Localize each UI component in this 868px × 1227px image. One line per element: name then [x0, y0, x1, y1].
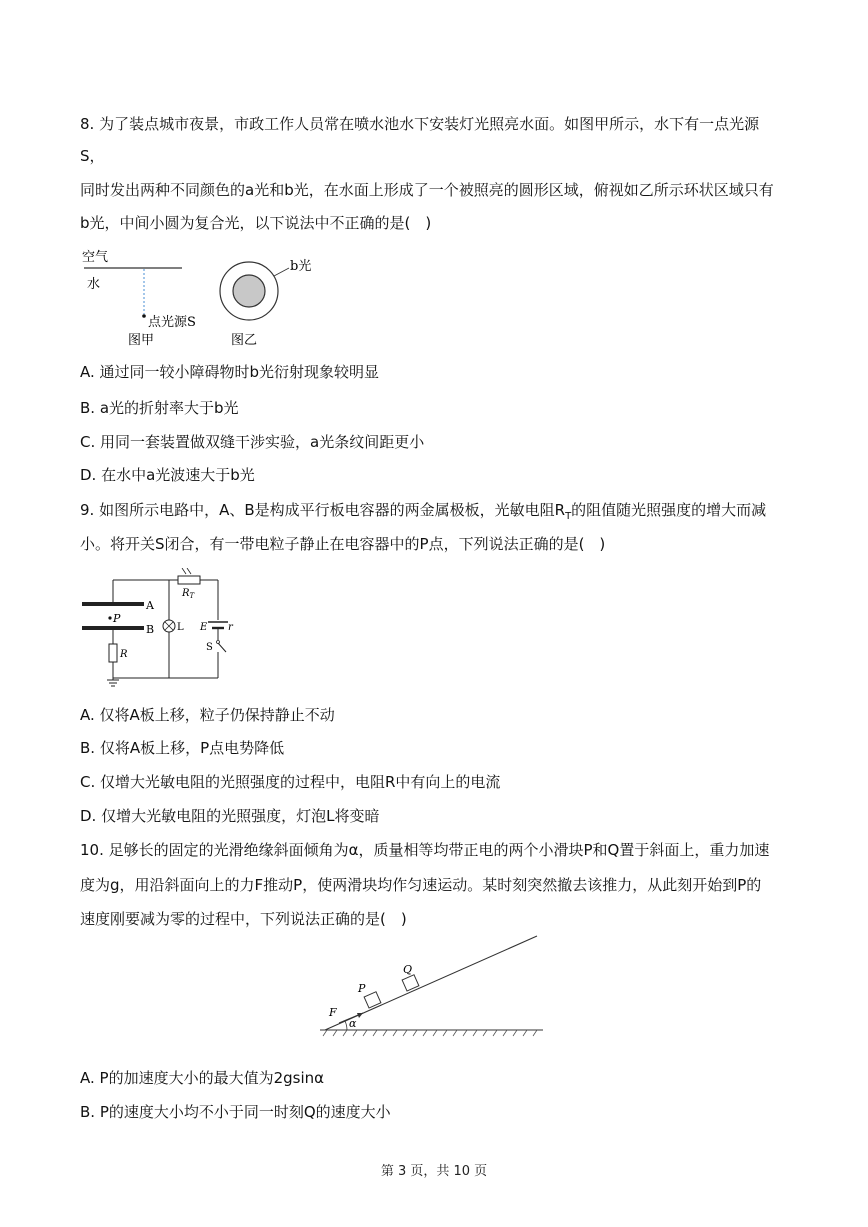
q9-option-b: B. 仅将A板上移，P点电势降低	[80, 739, 285, 757]
q9-option-c: C. 仅增大光敏电阻的光照强度的过程中，电阻R中有向上的电流	[80, 773, 501, 791]
fig8-caption-a: 图甲	[128, 333, 155, 348]
fig8-air-label: 空气	[82, 250, 109, 265]
label-rt: $R_T$	[182, 588, 195, 600]
q10-incline-figure	[315, 930, 550, 1040]
fig8-water-label: 水	[87, 277, 101, 292]
label-r: R	[120, 649, 128, 660]
switch-s	[218, 643, 226, 652]
point-source-dot	[142, 314, 146, 318]
q9-stem-line-2: 小。将开关S闭合，有一带电粒子静止在电容器中的P点，下列说法正确的是( )	[80, 535, 606, 553]
q9-stem-line-1	[80, 500, 766, 527]
q8-option-a: A. 通过同一较小障碍物时b光衍射现象较明显	[80, 363, 380, 381]
label-l: L	[177, 622, 184, 633]
q10-stem-line-3: 速度刚要减为零的过程中，下列说法正确的是( )	[80, 910, 407, 928]
q9-stem-part-2: 的阻值随光照强度的增大而减	[571, 501, 767, 519]
label-f: F	[329, 1006, 337, 1019]
light-arrow-1	[182, 568, 186, 574]
q9-stem-subscript: T	[565, 511, 572, 522]
q8-option-b: B. a光的折射率大于b光	[80, 399, 239, 417]
resistor-r	[109, 644, 117, 662]
q9-option-a: A. 仅将A板上移，粒子仍保持静止不动	[80, 706, 335, 724]
q8-stem-line-4: b光，中间小圆为复合光，以下说法中不正确的是( )	[80, 214, 432, 232]
plate-a	[82, 602, 144, 606]
fig8-caption-b: 图乙	[231, 333, 258, 348]
inner-mixed-circle	[233, 275, 265, 307]
q9-stem-part-1: 9. 如图所示电路中，A、B是构成平行板电容器的两金属极板，光敏电阻R	[80, 501, 566, 519]
q10-stem-line-2: 度为g，用沿斜面向上的力F推动P，使两滑块均作匀速运动。某时刻突然撤去该推力，从此刻开始到P的	[80, 876, 762, 894]
q9-option-d: D. 仅增大光敏电阻的光照强度，灯泡L将变暗	[80, 807, 380, 825]
fig8-source-label: 点光源S	[148, 315, 196, 330]
plate-b	[82, 626, 144, 630]
label-b: B	[146, 623, 155, 636]
photoresistor	[178, 576, 200, 584]
light-arrow-2	[187, 568, 191, 574]
label-p: P	[358, 982, 366, 995]
label-alpha: α	[349, 1017, 357, 1030]
block-p	[364, 992, 381, 1008]
block-q	[402, 975, 419, 991]
page-footer: 第 3 页，共 10 页	[380, 1164, 488, 1179]
label-r-internal: r	[228, 622, 233, 633]
q10-stem-line-1: 10. 足够长的固定的光滑绝缘斜面倾角为α，质量相等均带正电的两个小滑块P和Q置于斜面上，重力加速	[80, 841, 770, 859]
q10-option-a: A. P的加速度大小的最大值为2gsinα	[80, 1069, 325, 1087]
q10-option-b: B. P的速度大小均不小于同一时刻Q的速度大小	[80, 1103, 391, 1121]
q9-circuit-figure	[78, 568, 238, 692]
q8-option-c: C. 用同一套装置做双缝干涉实验，a光条纹间距更小	[80, 433, 425, 451]
label-p: P	[113, 612, 121, 625]
q8-stem-line-2: S，	[80, 147, 105, 165]
q8-stem-line-1: 8. 为了装点城市夜景，市政工作人员常在喷水池水下安装灯光照亮水面。如图甲所示，水下有一点光源	[80, 115, 760, 133]
particle-p-dot	[108, 616, 111, 619]
q8-stem-line-3: 同时发出两种不同颜色的a光和b光，在水面上形成了一个被照亮的圆形区域，俯视如乙所示环状区域只有	[80, 181, 774, 199]
q8-figure	[78, 244, 328, 349]
label-a: A	[146, 599, 154, 612]
fig8-b-light-label: b光	[290, 259, 312, 274]
angle-arc	[345, 1021, 347, 1030]
q8-option-d: D. 在水中a光波速大于b光	[80, 466, 255, 484]
label-q: Q	[403, 963, 413, 976]
ground-hatching	[323, 1030, 537, 1036]
label-e: E	[200, 622, 208, 633]
b-light-pointer	[274, 268, 289, 276]
label-s: S	[206, 642, 213, 653]
